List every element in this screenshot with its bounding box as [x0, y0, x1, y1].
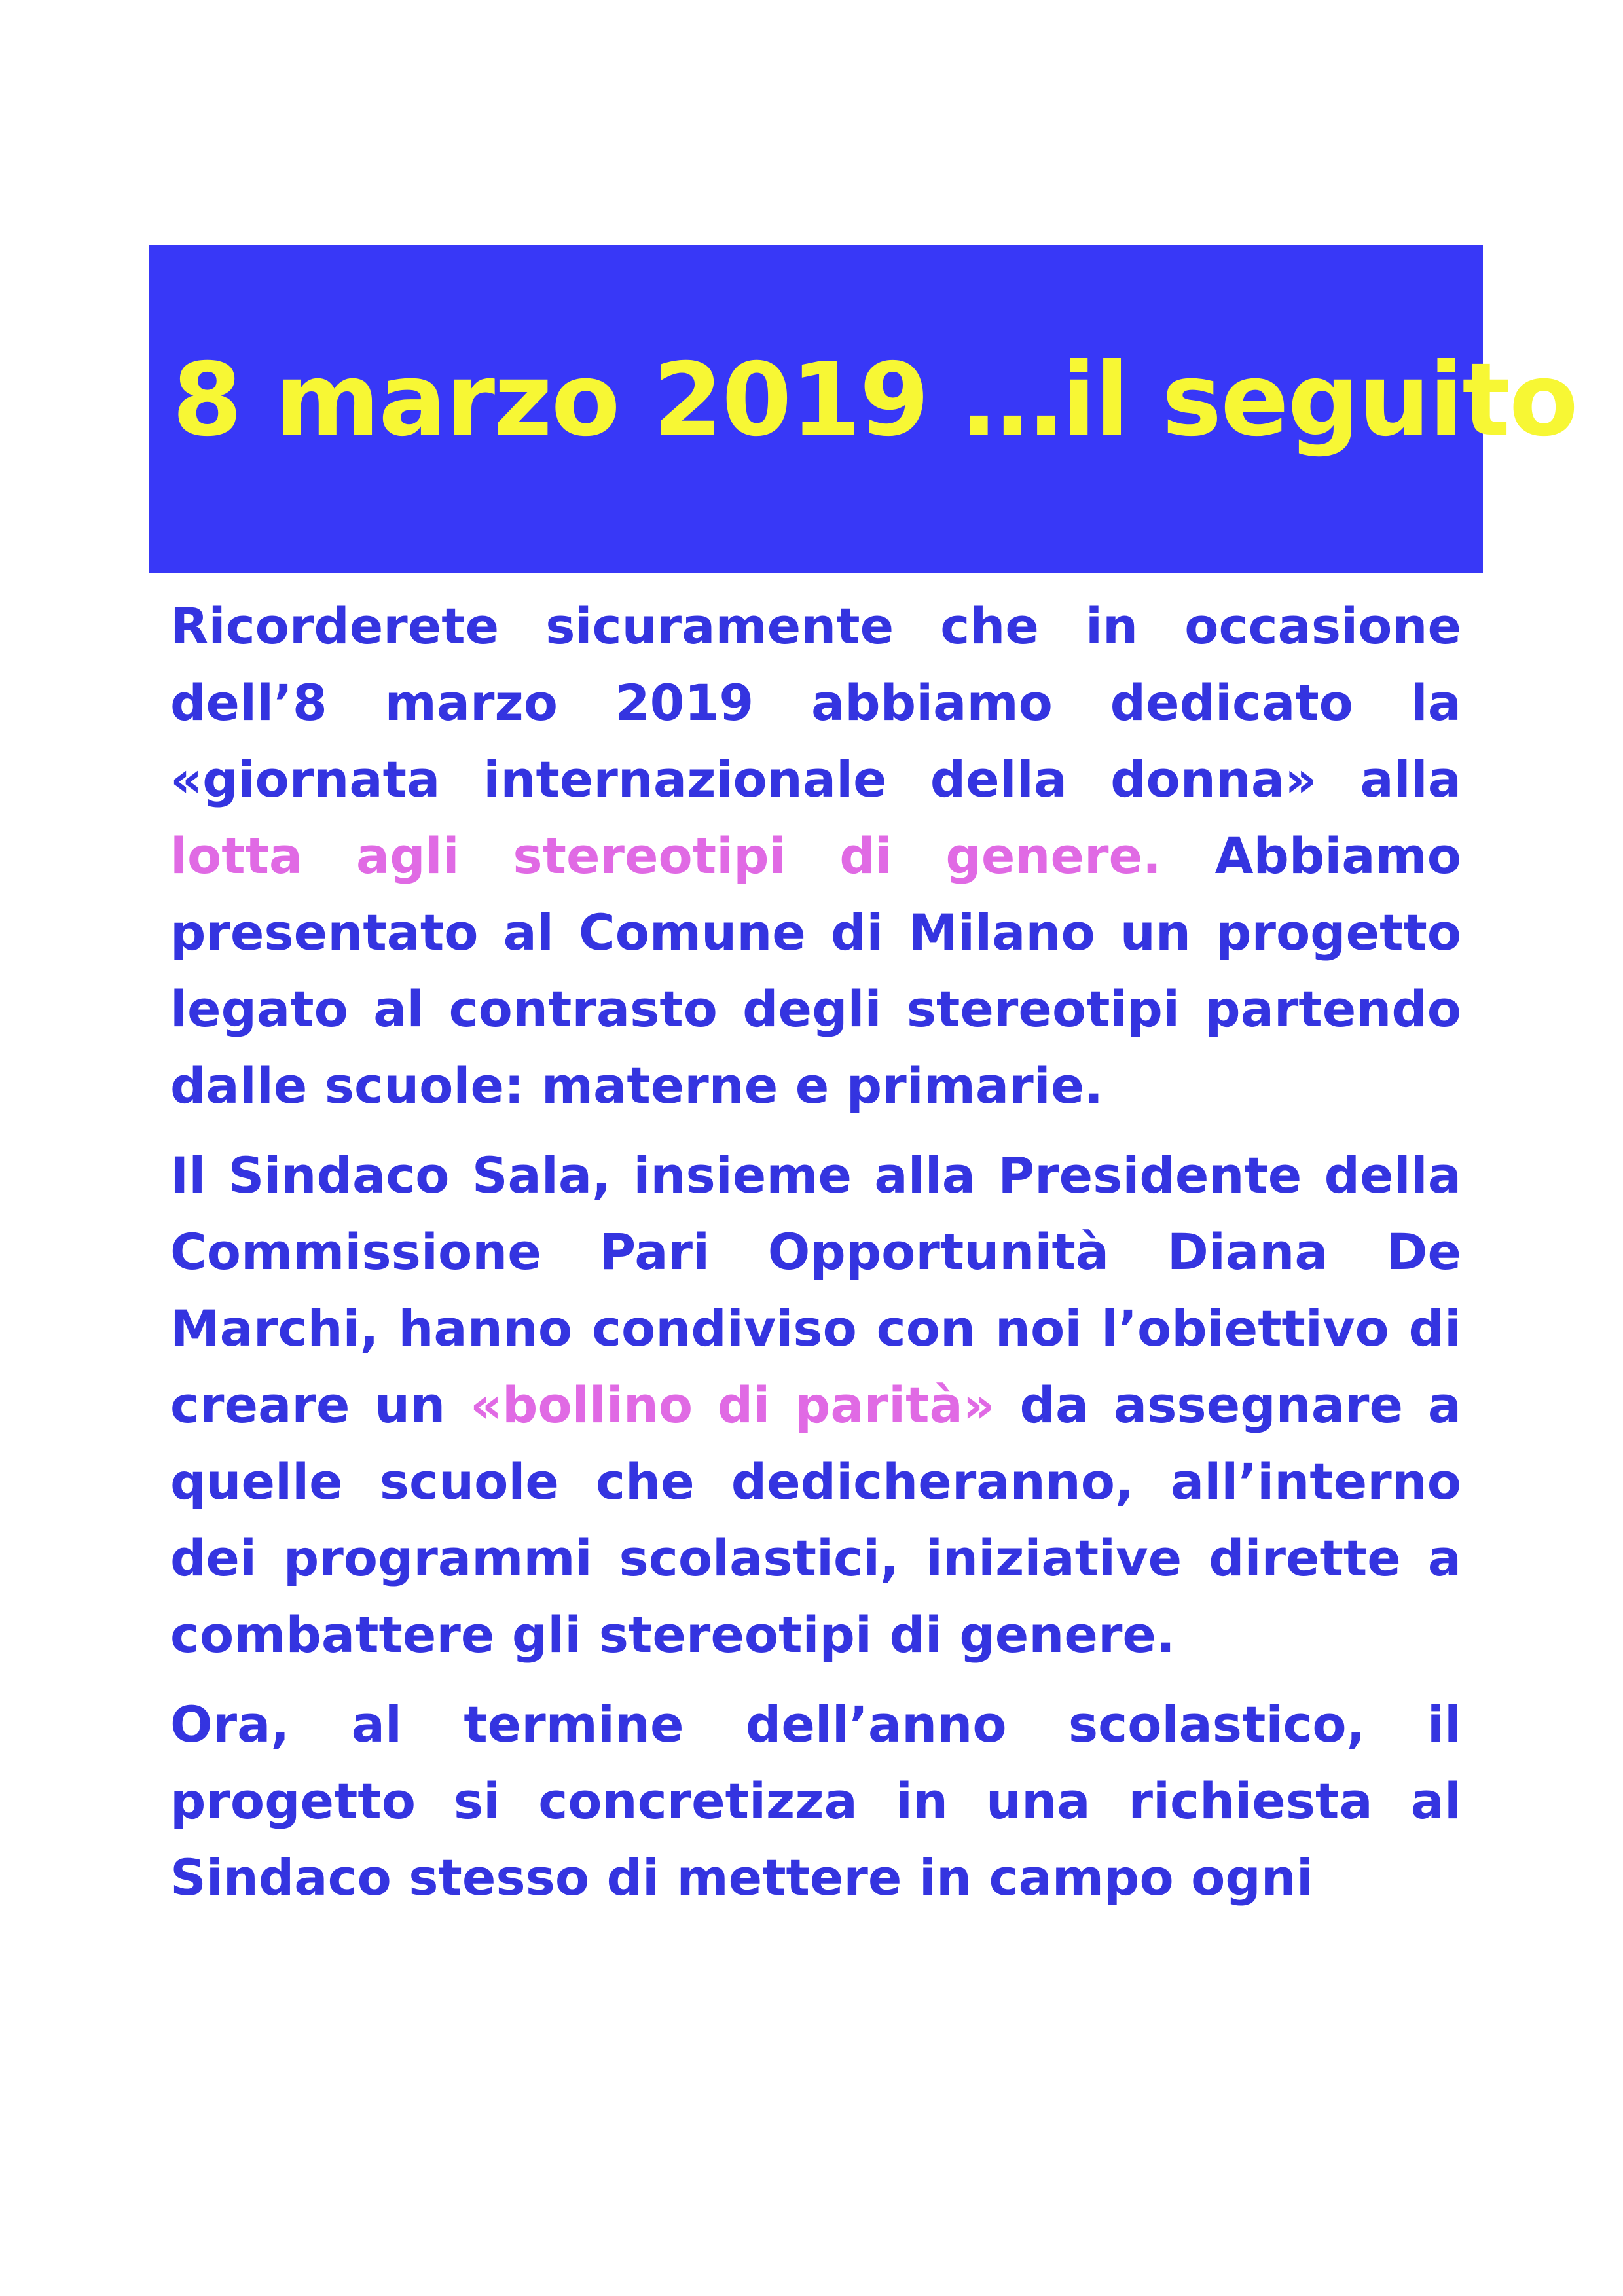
paragraph-2 [170, 1137, 1461, 1673]
article-body [170, 588, 1461, 1929]
header-banner [149, 245, 1577, 573]
paragraph-2-text-a: Il Sindaco Sala, insieme alla Presidente della Commissione Pari Opportunità Diana De Marchi, hanno condiviso con noi l’obiettivo di creare un [170, 1146, 1461, 1434]
page-title: 8 marzo 2019 …il seguito [172, 342, 1577, 459]
paragraph-3: Ora, al termine dell’anno scolastico, il progetto si concretizza in una richiesta al Sindaco stesso di mettere in campo ogni [170, 1695, 1461, 1907]
paragraph-2-text-b: da assegnare a quelle scuole che dedicheranno, all’interno dei programmi scolastici, iniziative dirette a combattere gli stereotipi di genere. [170, 1376, 1461, 1664]
paragraph-1-text-a: Ricorderete sicuramente che in occasione dell’8 marzo 2019 abbiamo dedicato la «giornata internazionale della donna» alla [170, 597, 1461, 808]
paragraph-1 [170, 588, 1461, 1124]
paragraph-2-highlight: «bollino di parità» [469, 1376, 995, 1434]
paragraph-1-highlight: lotta agli stereotipi di genere. [170, 827, 1161, 885]
paragraph-1-text-b: Abbiamo presentato al Comune di Milano un progetto legato al contrasto degli stereotipi partendo dalle scuole: materne e primarie. [170, 827, 1462, 1115]
